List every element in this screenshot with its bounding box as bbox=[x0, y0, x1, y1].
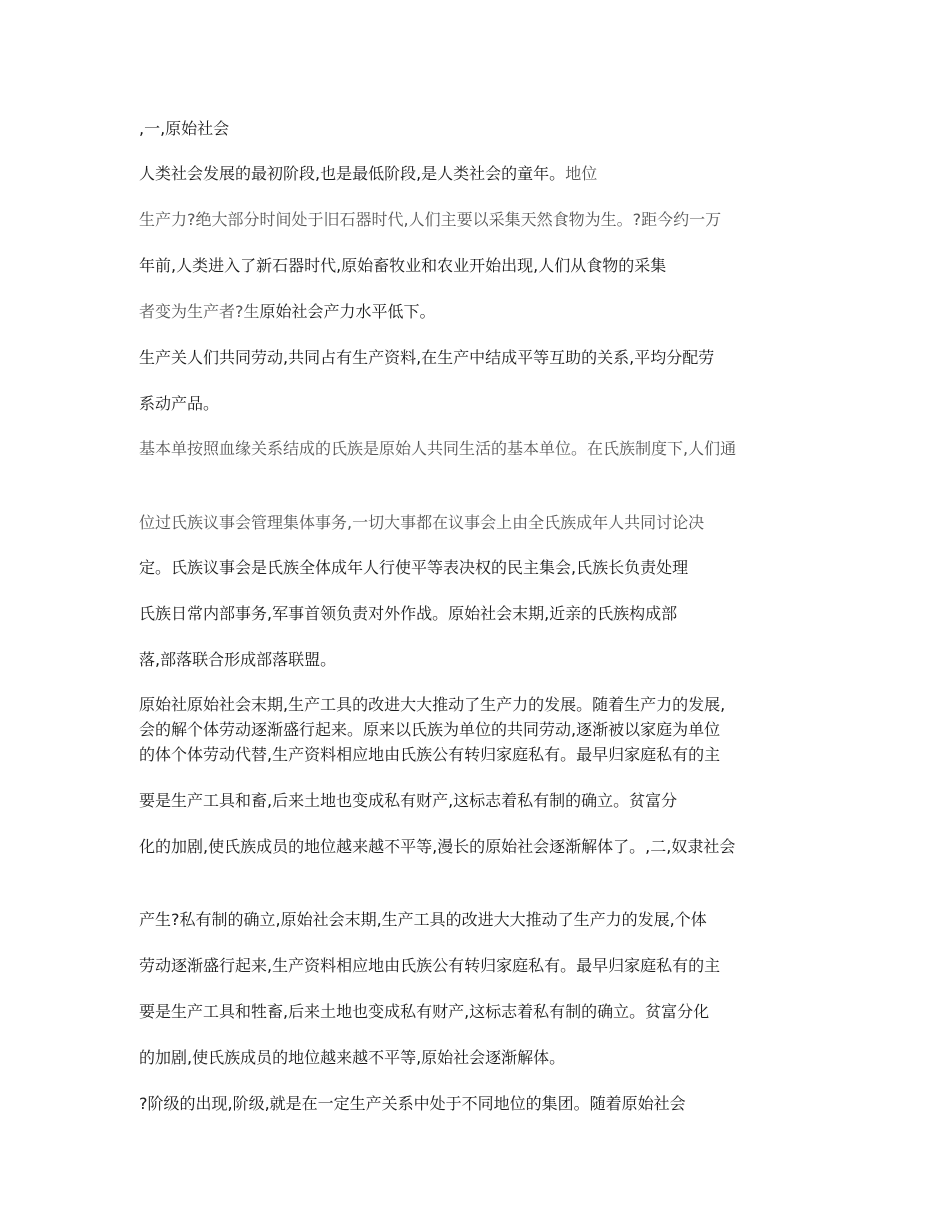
text-line-wrapped: 化的加剧,使氏族成员的地位越来越不平等,漫长的原始社会逐渐解体了。,二,奴隶社会 bbox=[139, 837, 736, 856]
text-line: 要是生产工具和畜,后来土地也变成私有财产,这标志着私有制的确立。贫富分 bbox=[139, 791, 678, 810]
text-line-main: 原始社会产力水平低下。 bbox=[259, 302, 436, 321]
margin-label-status: 地位 bbox=[565, 164, 598, 183]
text-line: ?阶级的出现,阶级,就是在一定生产关系中处于不同地位的集团。随着原始社会 bbox=[139, 1094, 686, 1113]
text-line: 的体个体劳动代替,生产资料相应地由氏族公有转归家庭私有。最早归家庭私有的主 bbox=[139, 745, 721, 764]
text-line-wrapped: 基本单按照血缘关系结成的氏族是原始人共同生活的基本单位。在氏族制度下,人们通 bbox=[139, 439, 737, 458]
text-line: 落,部落联合形成部落联盟。 bbox=[139, 650, 337, 669]
text-line: 原始社原始社会末期,生产工具的改进大大推动了生产力的发展。随着生产力的发展, bbox=[139, 695, 726, 714]
text-line: 氏族日常内部事务,军事首领负责对外作战。原始社会末期,近亲的氏族构成部 bbox=[139, 604, 678, 623]
text-line: 生产力?绝大部分时间处于旧石器时代,人们主要以采集天然食物为生。?距今约一万 bbox=[139, 210, 722, 229]
text-line: 会的解个体劳动逐渐盛行起来。原来以氏族为单位的共同劳动,逐渐被以家庭为单位 bbox=[139, 720, 721, 739]
text-line: 劳动逐渐盛行起来,生产资料相应地由氏族公有转归家庭私有。最早归家庭私有的主 bbox=[139, 956, 721, 975]
text-line: 产生?私有制的确立,原始社会末期,生产工具的改进大大推动了生产力的发展,个体 bbox=[139, 910, 707, 929]
text-line-lead: 者变为生产者?生 bbox=[139, 302, 260, 321]
text-line: 系动产品。 bbox=[139, 394, 220, 413]
text-line bbox=[139, 301, 819, 323]
text-line-main: 人类社会发展的最初阶段,也是最低阶段,是人类社会的童年。 bbox=[139, 164, 566, 183]
text-line: 的加剧,使氏族成员的地位越来越不平等,原始社会逐渐解体。 bbox=[139, 1048, 566, 1067]
text-line: 位过氏族议事会管理集体事务,一切大事都在议事会上由全氏族成年人共同讨论决 bbox=[139, 513, 705, 532]
text-line: 年前,人类进入了新石器时代,原始畜牧业和农业开始出现,人们从食物的采集 bbox=[139, 256, 667, 275]
text-line: 要是生产工具和牲畜,后来土地也变成私有财产,这标志着私有制的确立。贫富分化 bbox=[139, 1002, 710, 1021]
text-line bbox=[139, 163, 819, 185]
text-line: 生产关人们共同劳动,共同占有生产资料,在生产中结成平等互助的关系,平均分配劳 bbox=[139, 348, 715, 367]
text-line: 定。氏族议事会是氏族全体成年人行使平等表决权的民主集会,氏族长负责处理 bbox=[139, 558, 689, 577]
section-heading-primitive-society: ,一,原始社会 bbox=[139, 119, 230, 138]
